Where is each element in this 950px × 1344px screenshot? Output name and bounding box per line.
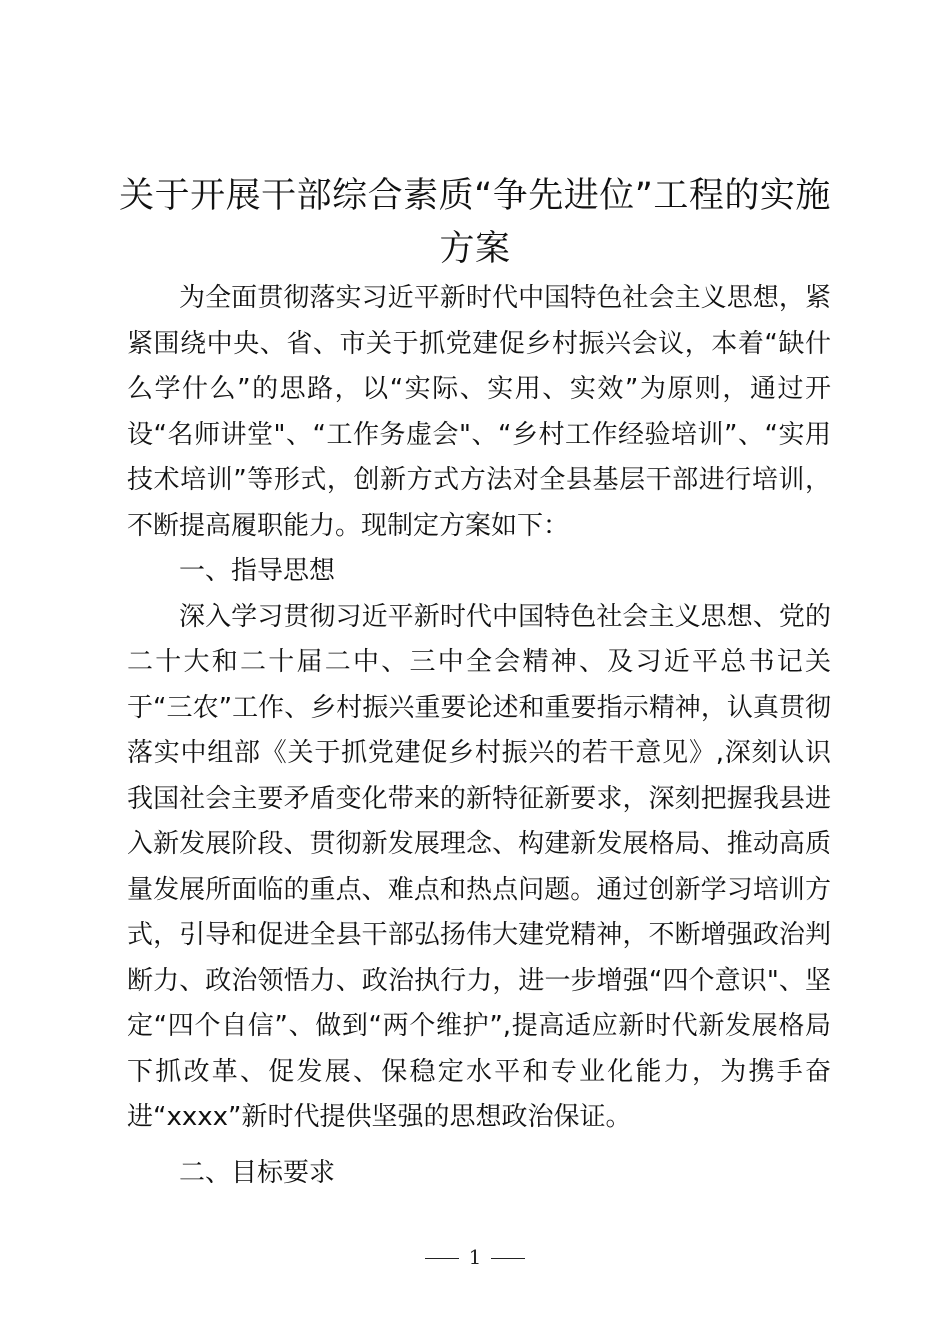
footer-right-dash <box>491 1258 525 1259</box>
page-footer <box>0 1243 950 1271</box>
document-title: 关于开展干部综合素质“争先进位”工程的实施方案 <box>119 176 831 269</box>
document-body <box>127 276 831 1196</box>
section-heading-guiding-ideology: 一、指导思想 <box>179 556 336 586</box>
section-heading-goals: 二、目标要求 <box>179 1157 336 1188</box>
guiding-ideology-paragraph: 深入学习贯彻习近平新时代中国特色社会主义思想、党的二十大和二十届二中、三中全会精神、及习近平总书记关于“三农”工作、乡村振兴重要论述和重要指示精神，认真贯彻落实中组部《关于抓党建促乡村振兴的若干意见》,深刻认识我国社会主要矛盾变化带来的新特征新要求，深刻把握我县进入新发展阶段、贯彻新发展理念、构建新发展格局、推动高质量发展所面临的重点、难点和热点问题。通过创新学习培训方式，引导和促进全县干部弘扬伟大建党精神，不断增强政治判断力、政治领悟力、政治执行力，进一步增强“四个意识"、坚定“四个自信”、做到“两个维护”,提高适应新时代新发展格局下抓改革、促发展、保稳定水平和专业化能力，为携手奋进“xxxx”新时代提供坚强的思想政治保证。 <box>127 601 831 1132</box>
page-number: 1 <box>468 1245 482 1269</box>
intro-paragraph: 为全面贯彻落实习近平新时代中国特色社会主义思想，紧紧围绕中央、省、市关于抓党建促乡村振兴会议，本着“缺什么学什么”的思路，以“实际、实用、实效”为原则，通过开设“名师讲堂"、“工作务虚会"、“乡村工作经验培训”、“实用技术培训”等形式，创新方式方法对全县基层干部进行培训，不断提高履职能力。现制定方案如下： <box>127 283 831 541</box>
footer-left-dash <box>425 1258 459 1259</box>
